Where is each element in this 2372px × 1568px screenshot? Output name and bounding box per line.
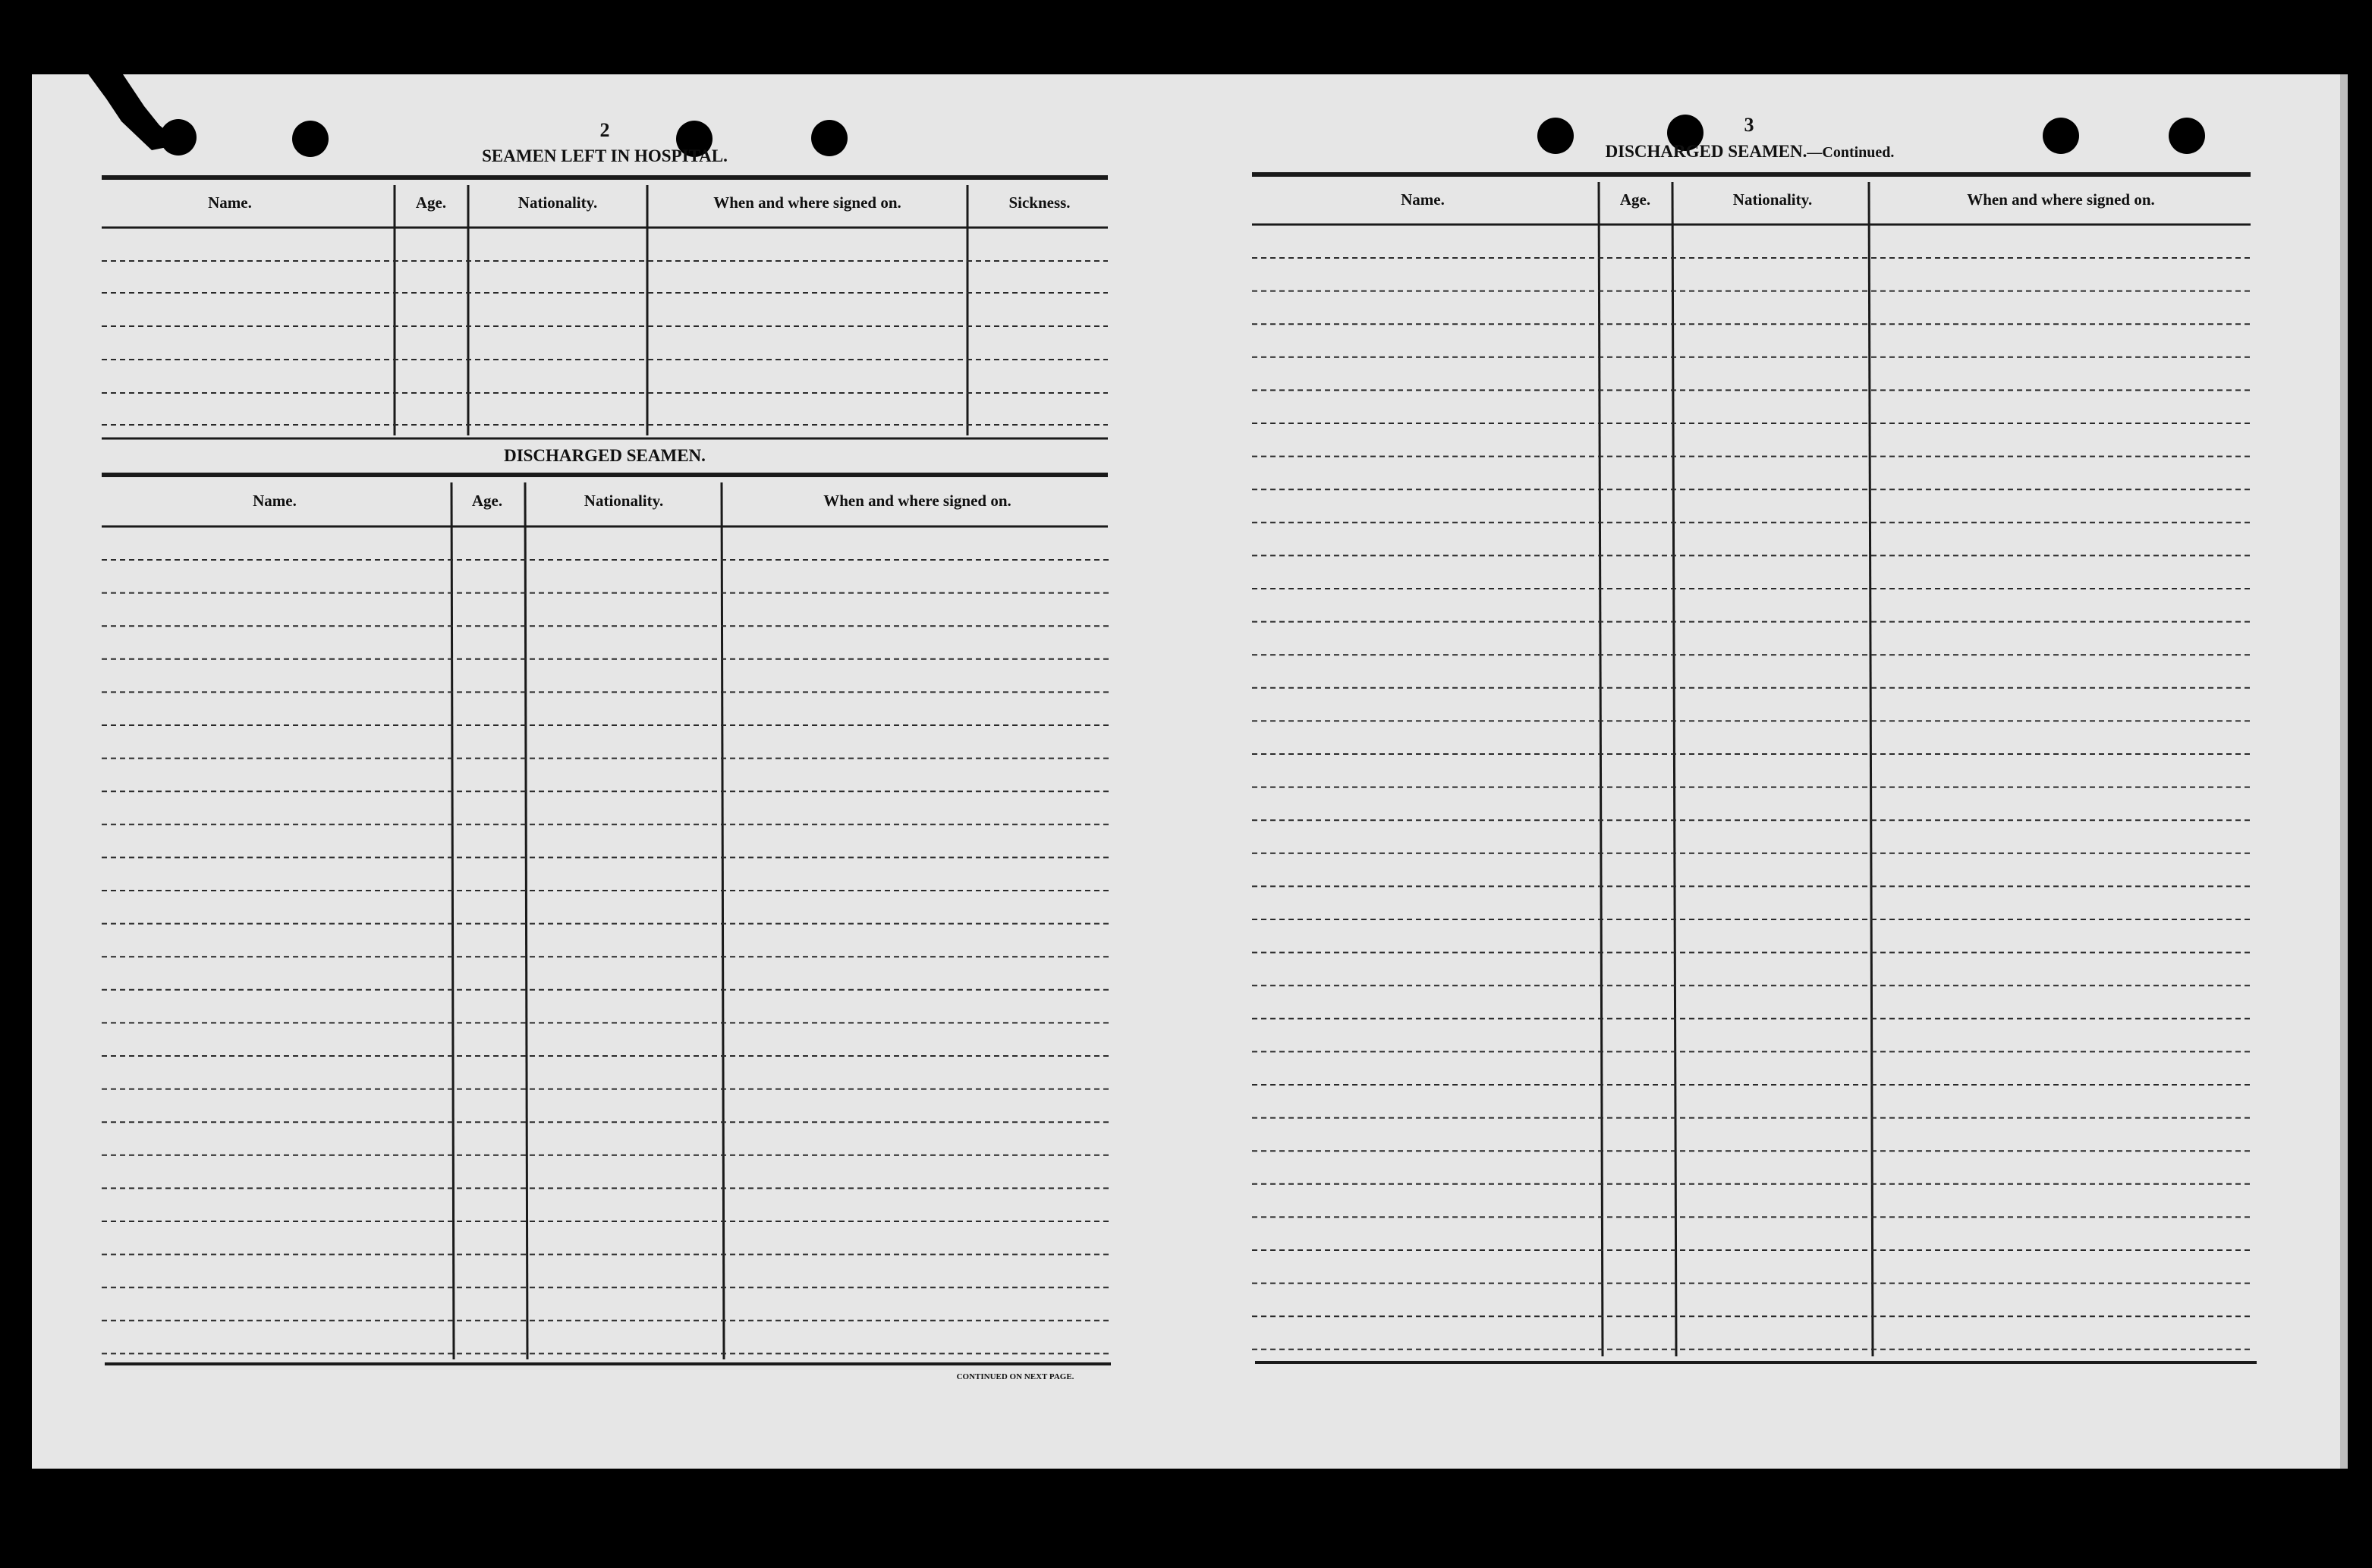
right-page (1188, 74, 2340, 1469)
binding-hole (1537, 118, 1574, 154)
page-edge (2340, 74, 2348, 1469)
column-header-signed-on: When and where signed on. (1967, 190, 2155, 209)
page-number: 3 (1744, 114, 1754, 136)
column-header-nationality: Nationality. (584, 492, 664, 510)
column-header-sickness: Sickness. (1008, 193, 1071, 212)
discharged-section-title: DISCHARGED SEAMEN. (504, 446, 706, 465)
column-header-signed-on: When and where signed on. (823, 492, 1011, 510)
hospital-section-title: SEAMEN LEFT IN HOSPITAL. (482, 146, 728, 165)
page-number: 2 (599, 119, 610, 141)
continued-note: CONTINUED ON NEXT PAGE. (956, 1372, 1074, 1381)
left-page-sheet (32, 74, 1191, 1469)
binding-hole (2169, 118, 2205, 154)
title-main: DISCHARGED SEAMEN. (1605, 142, 1807, 161)
left-page (32, 30, 1191, 1469)
column-header-age: Age. (1619, 190, 1651, 209)
column-header-name: Name. (1401, 190, 1445, 209)
binding-hole (292, 121, 329, 157)
right-page-title (1606, 142, 1895, 161)
binding-hole (811, 120, 848, 156)
binding-hole (2043, 118, 2079, 154)
column-header-age: Age. (415, 193, 447, 212)
title-suffix: —Continued. (1807, 144, 1895, 161)
right-page-sheet (1188, 74, 2340, 1469)
column-header-age: Age. (471, 492, 503, 510)
binding-hole (160, 119, 197, 156)
column-header-nationality: Nationality. (517, 193, 598, 212)
column-header-name: Name. (253, 492, 297, 510)
column-header-nationality: Nationality. (1732, 190, 1813, 209)
column-header-name: Name. (208, 193, 252, 212)
column-header-signed-on: When and where signed on. (713, 193, 901, 212)
